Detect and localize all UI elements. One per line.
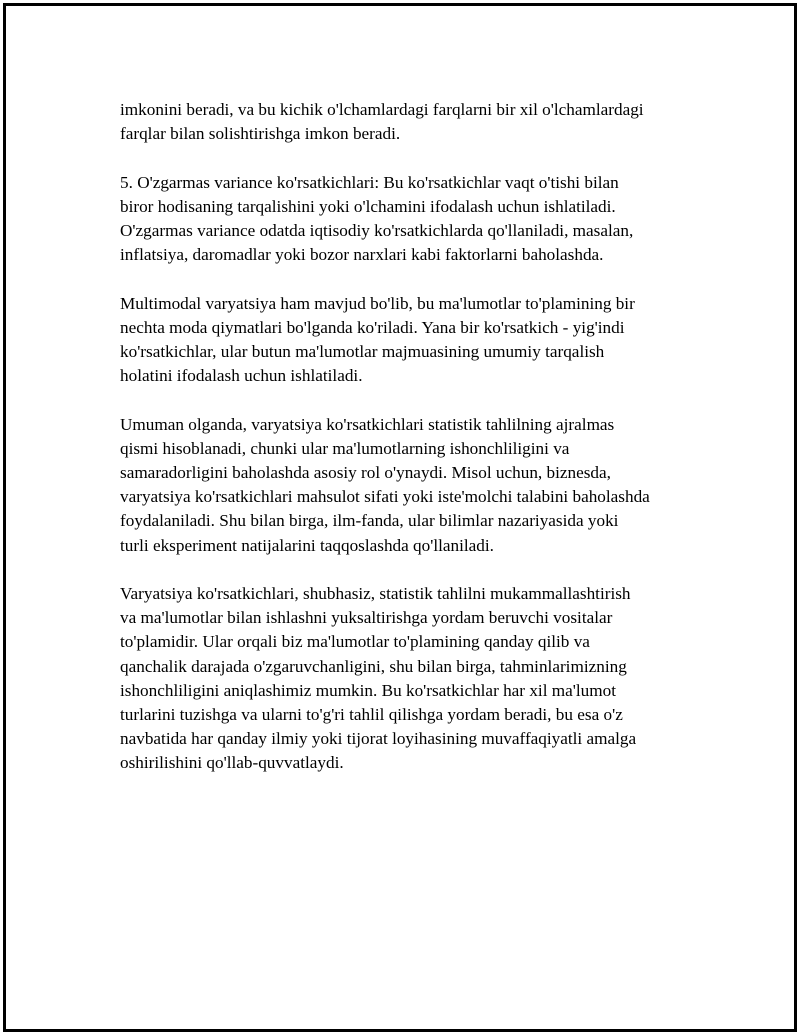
paragraph-2 (120, 171, 720, 268)
text-line: turlarini tuzishga va ularni to'g'ri tahlil qilishga yordam beradi, bu esa o'z (120, 705, 623, 725)
text-line: nechta moda qiymatlari bo'lganda ko'riladi. Yana bir ko'rsatkich - yig'indi (120, 317, 625, 337)
text-line: farqlar bilan solishtirishga imkon beradi. (120, 124, 401, 144)
text-line: samaradorligini baholashda asosiy rol o'ynaydi. Misol uchun, biznesda, (120, 463, 611, 482)
page-frame (3, 3, 797, 1032)
text-line: 5. O'zgarmas variance ko'rsatkichlari: Bu ko'rsatkichlar vaqt o'tishi bilan (120, 172, 619, 192)
text-line: ko'rsatkichlar, ular butun ma'lumotlar majmuasining umumiy tarqalish (120, 342, 605, 361)
text-line: turli eksperiment natijalarini taqqoslashda qo'llaniladi. (120, 535, 494, 555)
text-line: ishonchliligini aniqlashimiz mumkin. Bu ko'rsatkichlar har xil ma'lumot (120, 680, 616, 700)
text-line: to'plamidir. Ular orqali biz ma'lumotlar to'plamining qanday qilib va (120, 632, 590, 652)
text-line: va ma'lumotlar bilan ishlashni yuksaltirishga yordam beruvchi vositalar (120, 608, 613, 628)
text-line: qismi hisoblanadi, chunki ular ma'lumotlarning ishonchliligini va (120, 438, 570, 458)
text-line: imkonini beradi, va bu kichik o'lchamlardagi farqlarni bir xil o'lchamlardagi (120, 100, 644, 119)
text-line: Multimodal varyatsiya ham mavjud bo'lib, bu ma'lumotlar to'plamining bir (120, 293, 635, 313)
text-line: holatini ifodalash uchun ishlatiladi. (120, 366, 363, 386)
paragraph-5 (120, 582, 720, 776)
text-line: biror hodisaning tarqalishini yoki o'lchamini ifodalash uchun ishlatiladi. (120, 196, 616, 216)
text-line: qanchalik darajada o'zgaruvchanligini, shu bilan birga, tahminlarimizning (120, 656, 627, 676)
text-line: foydalaniladi. Shu bilan birga, ilm-fanda, ular bilimlar nazariyasida yoki (120, 511, 619, 531)
text-line: inflatsiya, daromadlar yoki bozor narxlari kabi faktorlarni baholashda. (120, 245, 604, 265)
text-line: varyatsiya ko'rsatkichlari mahsulot sifati yoki iste'molchi talabini baholashda (120, 487, 650, 507)
paragraph-3 (120, 292, 720, 389)
paragraph-1 (120, 98, 720, 146)
document-body (120, 98, 720, 800)
text-line: Umuman olganda, varyatsiya ko'rsatkichlari statistik tahlilning ajralmas (120, 414, 615, 434)
text-line: O'zgarmas variance odatda iqtisodiy ko'rsatkichlarda qo'llaniladi, masalan, (120, 221, 634, 240)
text-line: navbatida har qanday ilmiy yoki tijorat loyihasining muvaffaqiyatli amalga (120, 729, 637, 749)
text-line: oshirilishini qo'llab-quvvatlaydi. (120, 753, 344, 773)
text-line: Varyatsiya ko'rsatkichlari, shubhasiz, statistik tahlilni mukammallashtirish (120, 584, 631, 603)
paragraph-4 (120, 413, 720, 558)
